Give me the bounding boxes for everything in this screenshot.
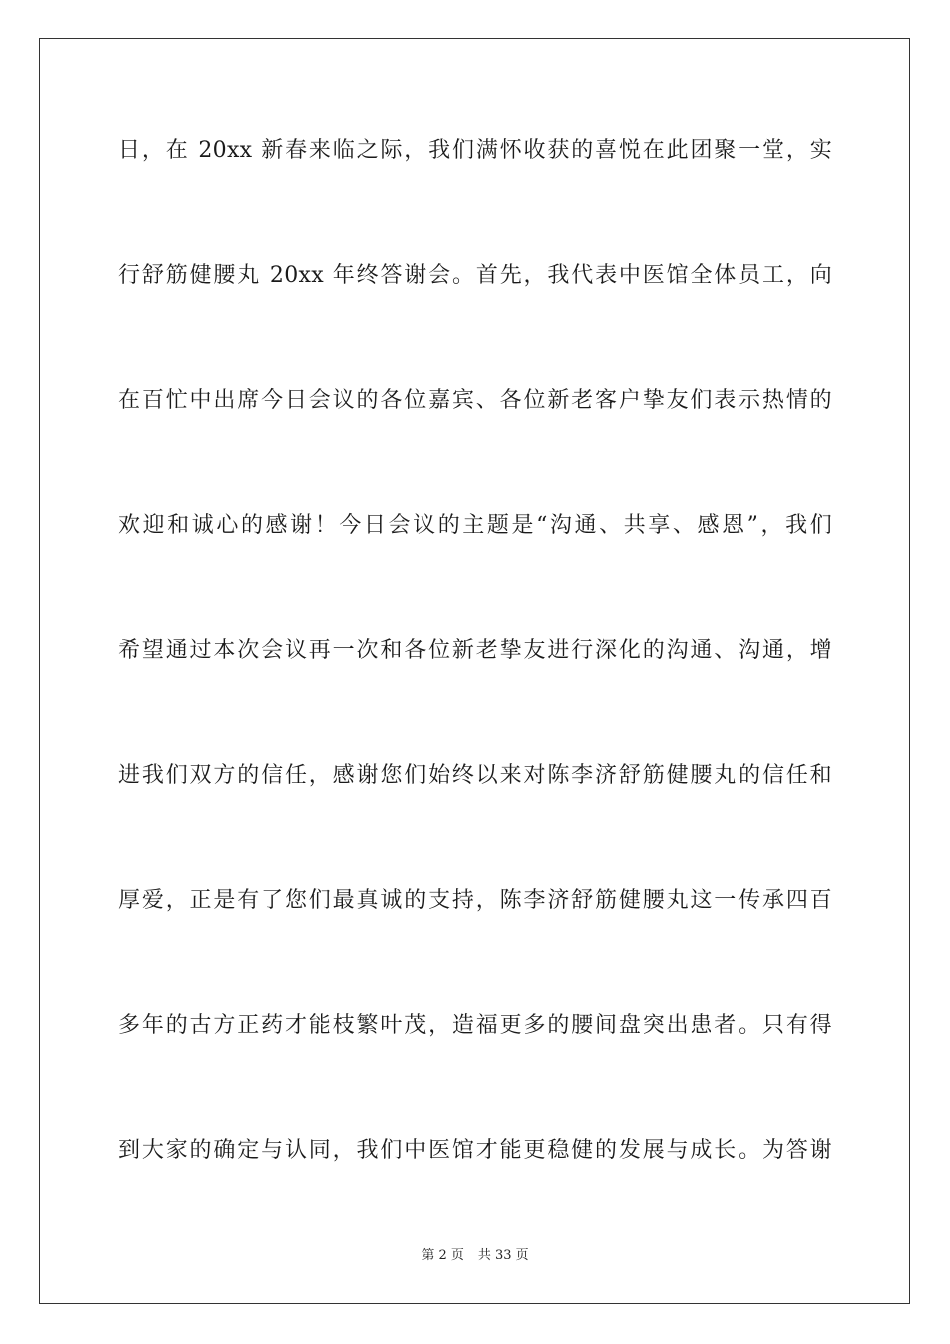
document-body <box>118 128 832 1253</box>
page-footer <box>0 1246 950 1266</box>
text-line: 希望通过本次会议再一次和各位新老挚友进行深化的沟通、沟通，增 <box>118 638 832 663</box>
text-line: 行舒筋健腰丸 20xx 年终答谢会。首先，我代表中医馆全体员工，向 <box>118 263 832 288</box>
text-line: 日，在 20xx 新春来临之际，我们满怀收获的喜悦在此团聚一堂，实 <box>118 138 832 163</box>
text-line: 进我们双方的信任，感谢您们始终以来对陈李济舒筋健腰丸的信任和 <box>118 763 832 788</box>
page-total: 共 33 页 <box>477 1248 529 1263</box>
text-line: 厚爱，正是有了您们最真诚的支持，陈李济舒筋健腰丸这一传承四百 <box>118 888 832 913</box>
text-line: 到大家的确定与认同，我们中医馆才能更稳健的发展与成长。为答谢 <box>118 1138 832 1163</box>
text-line: 欢迎和诚心的感谢！今日会议的主题是“沟通、共享、感恩”，我们 <box>118 513 832 538</box>
text-line: 多年的古方正药才能枝繁叶茂，造福更多的腰间盘突出患者。只有得 <box>118 1013 832 1038</box>
text-line: 在百忙中出席今日会议的各位嘉宾、各位新老客户挚友们表示热情的 <box>118 388 832 413</box>
page-number: 第 2 页 <box>421 1248 464 1263</box>
